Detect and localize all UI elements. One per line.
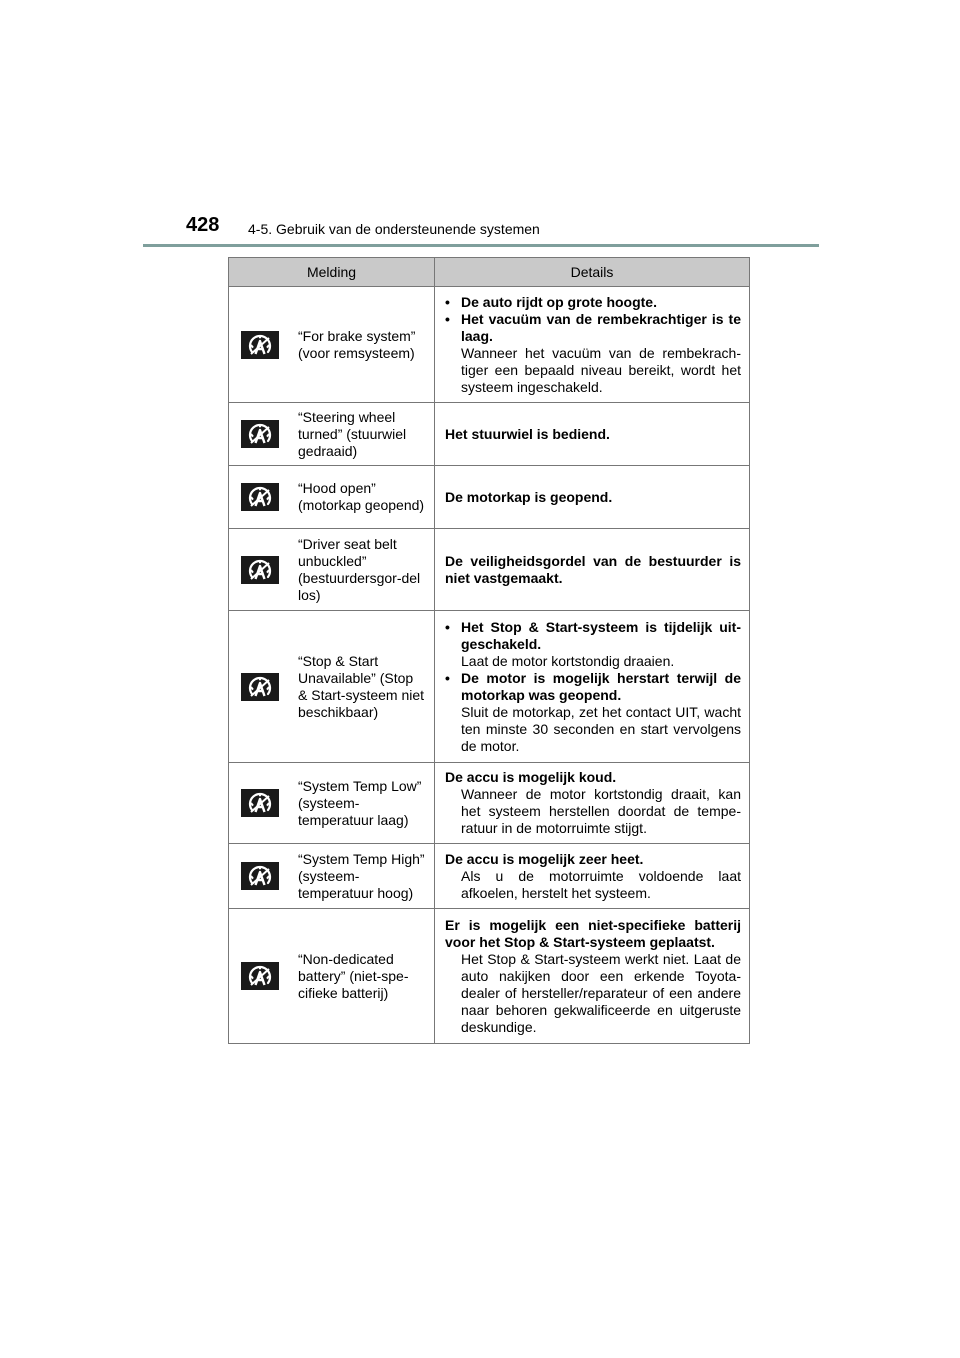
message-label: “Driver seat belt unbuckled” (bestuurdersgor-del los) — [298, 535, 421, 603]
table-header-row — [229, 258, 750, 287]
message-cell — [229, 403, 435, 466]
table-row — [229, 529, 750, 611]
detail-heading: Het stuurwiel is bediend. — [445, 425, 610, 442]
message-cell — [229, 287, 435, 403]
detail-bullet: De auto rijdt op grote hoogte. — [461, 293, 657, 310]
page-number: 428 — [186, 214, 220, 236]
detail-heading: De accu is mogelijk zeer heet. — [445, 850, 644, 867]
details-cell — [435, 844, 750, 909]
message-label: “Hood open” (motorkap geopend) — [298, 480, 425, 513]
message-label: “Steering wheel turned” (stuurwiel gedraaid) — [298, 408, 407, 459]
stop-start-warning-icon — [241, 673, 279, 701]
details-cell — [435, 529, 750, 611]
message-cell — [229, 529, 435, 611]
detail-heading: Er is mogelijk een niet-specifieke batterij voor het Stop & Start-systeem geplaatst. — [445, 916, 741, 950]
table-row — [229, 287, 750, 403]
message-cell — [229, 909, 435, 1044]
table-row — [229, 909, 750, 1044]
detail-text: Laat de motor kortstondig draaien. — [461, 652, 675, 669]
message-table — [228, 257, 750, 1044]
stop-start-warning-icon — [241, 789, 279, 817]
message-label: “Stop & Start Unavailable” (Stop & Start-systeem niet beschikbaar) — [298, 652, 425, 720]
column-header-melding: Melding — [229, 258, 435, 287]
stop-start-warning-icon — [241, 331, 279, 359]
stop-start-warning-icon — [241, 556, 279, 584]
details-cell — [435, 909, 750, 1044]
stop-start-warning-icon — [241, 483, 279, 511]
detail-heading: De motorkap is geopend. — [445, 488, 613, 505]
detail-bullet: Het vacuüm van de rembekrachtiger is te laag. — [461, 310, 741, 344]
message-cell — [229, 844, 435, 909]
table-row — [229, 844, 750, 909]
detail-bullet: De motor is mogelijk herstart terwijl de motorkap was geopend. — [461, 669, 741, 703]
detail-bullet: Het Stop & Start-systeem is tijdelijk uit-geschakeld. — [461, 618, 741, 652]
page-header — [186, 214, 826, 244]
stop-start-warning-icon — [241, 862, 279, 890]
header-rule — [143, 244, 819, 247]
stop-start-warning-icon — [241, 420, 279, 448]
message-label: “For brake system” (voor remsysteem) — [298, 327, 416, 361]
details-cell — [435, 466, 750, 529]
message-label: “System Temp High” (systeem-temperatuur hoog) — [298, 850, 425, 901]
detail-text: Als u de motorruimte voldoende laat afkoelen, herstelt het systeem. — [461, 867, 741, 901]
section-title: 4-5. Gebruik van de ondersteunende systemen — [248, 221, 540, 237]
details-cell: • Het Stop & Start-systeem is tijdelijk uit-geschakeld. Laat de motor kortstondig draaien. • De motor is mogelijk herstart terwijl de motorkap was geopend. Sluit de motorkap, zet het contact UIT, wacht ten minste 30 seconden en start vervolgens de motor. — [435, 611, 750, 763]
stop-start-warning-icon — [241, 962, 279, 990]
table-row — [229, 763, 750, 844]
details-cell: • De auto rijdt op grote hoogte. • Het vacuüm van de rembekrachtiger is te laag. Wanneer het vacuüm van de rembekrach-tiger een bepaald niveau bereikt, wordt het systeem ingeschakeld. — [435, 287, 750, 403]
detail-heading: De accu is mogelijk koud. — [445, 769, 617, 785]
message-label: “System Temp Low” (systeem-temperatuur laag) — [298, 777, 422, 828]
details-cell — [435, 763, 750, 844]
message-cell — [229, 763, 435, 844]
message-cell — [229, 466, 435, 529]
message-label: “Non-dedicated battery” (niet-spe-cifieke batterij) — [298, 950, 409, 1001]
table-row — [229, 466, 750, 529]
detail-text: Sluit de motorkap, zet het contact UIT, wacht ten minste 30 seconden en start vervolgens de motor. — [461, 703, 741, 754]
column-header-details: Details — [435, 258, 750, 287]
detail-text: Wanneer het vacuüm van de rembekrach-tiger een bepaald niveau bereikt, wordt het systeem ingeschakeld. — [461, 344, 741, 395]
detail-heading: De veiligheidsgordel van de bestuurder is niet vastgemaakt. — [445, 552, 741, 586]
detail-text: Het Stop & Start-systeem werkt niet. Laat de auto nakijken door een erkende Toyota-dealer of hersteller/reparateur of een andere naar behoren gekwalificeerde en uitgeruste deskundige. — [461, 950, 741, 1035]
table-row — [229, 611, 750, 763]
table-row — [229, 403, 750, 466]
detail-text: Wanneer de motor kortstondig draait, kan het systeem herstellen doordat de tempe-ratuur in de motorruimte stijgt. — [461, 786, 741, 836]
details-cell — [435, 403, 750, 466]
message-cell — [229, 611, 435, 763]
